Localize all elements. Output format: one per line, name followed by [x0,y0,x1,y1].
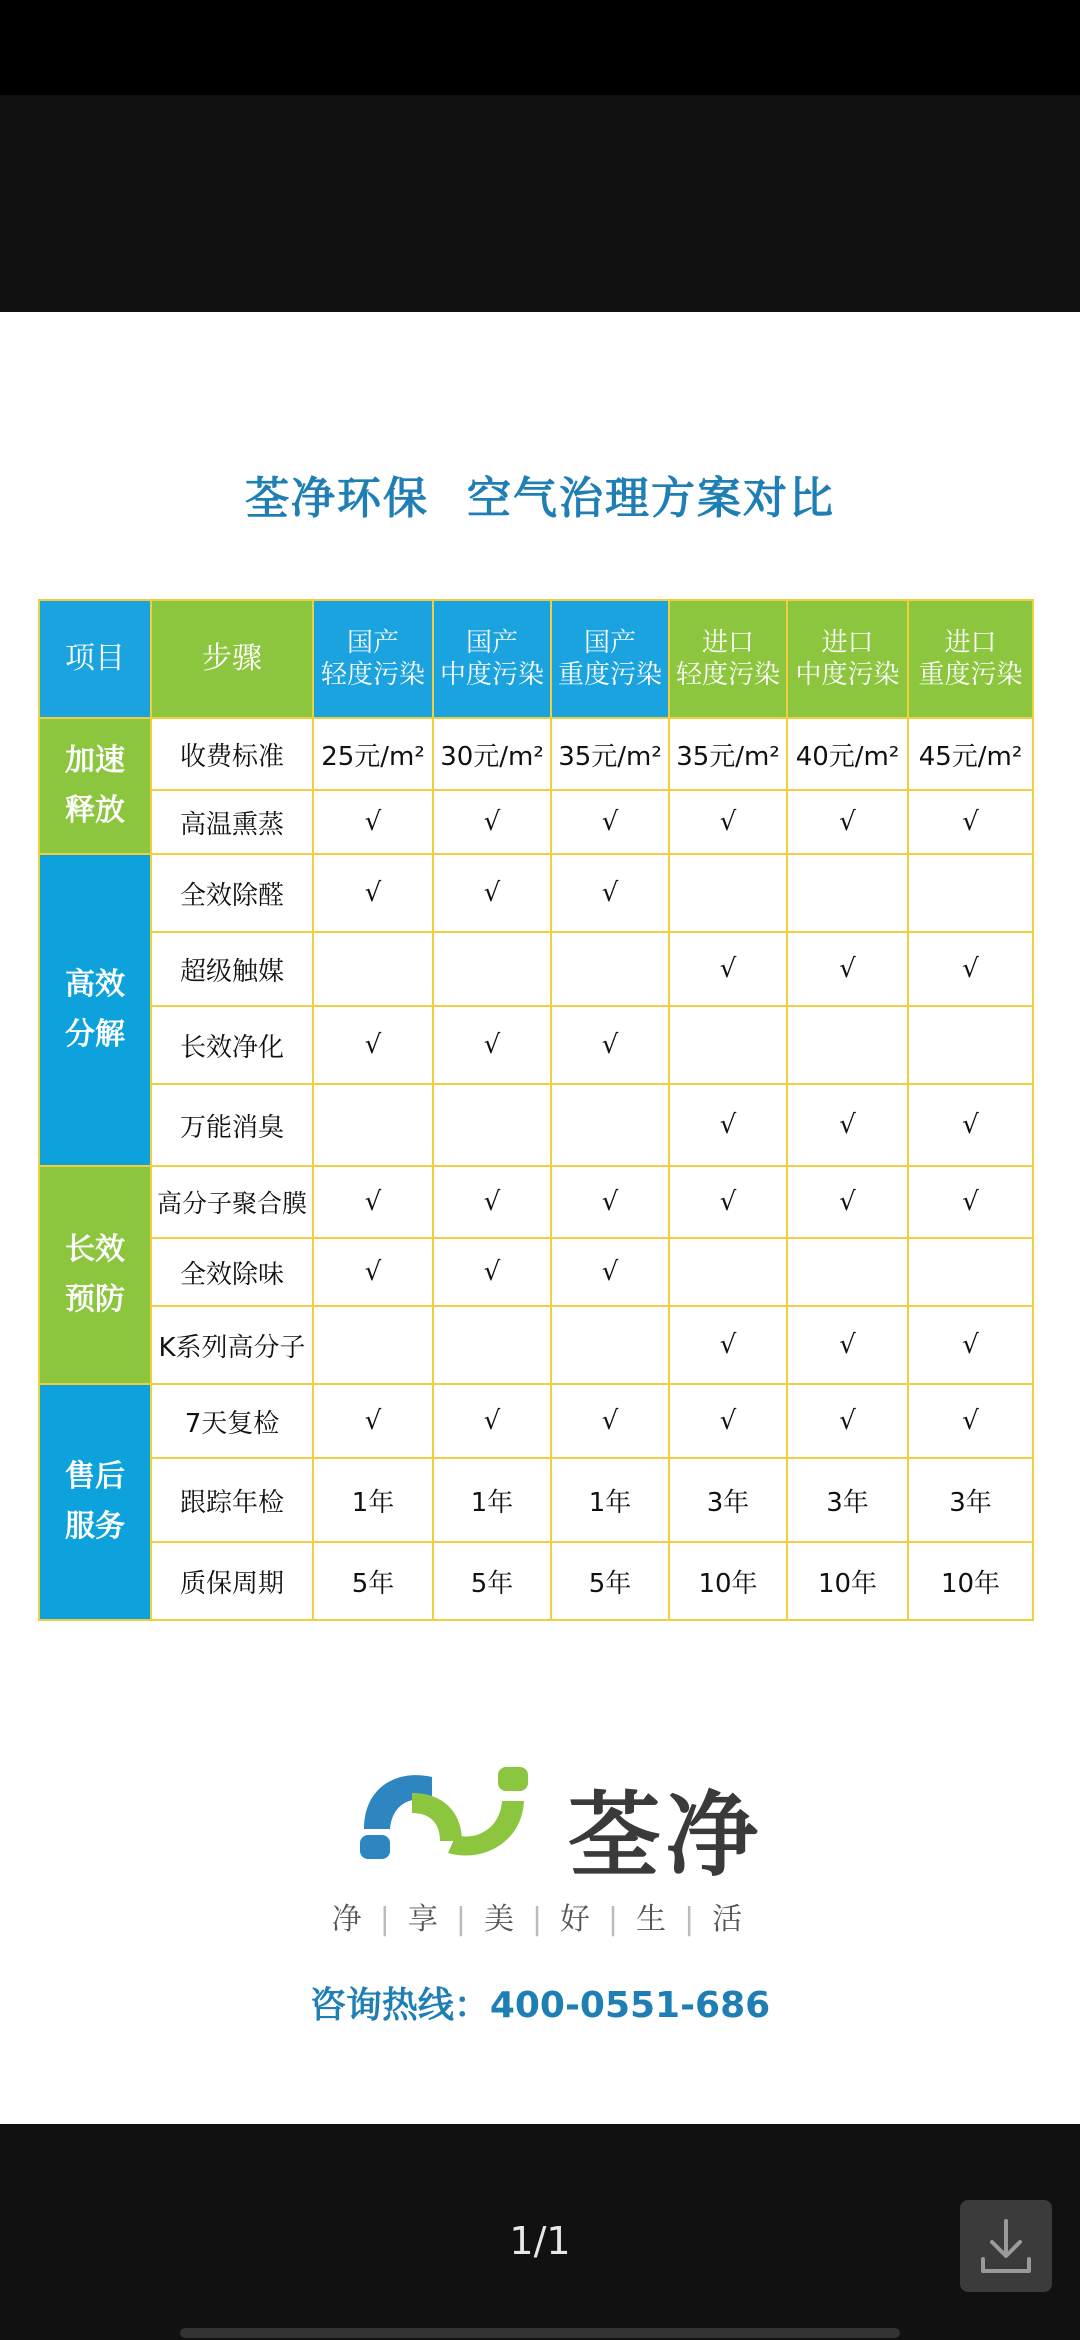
step-label: 万能消臭 [151,1084,313,1166]
check-cell [433,1306,551,1384]
price-cell: 35元/m² [551,718,669,790]
group-long-prevent: 长效 预防 [39,1166,151,1384]
check-cell: √ [551,1006,669,1084]
check-cell: √ [669,1384,787,1458]
step-label: K系列高分子 [151,1306,313,1384]
check-cell [787,1006,908,1084]
brand-name: 荃净 [568,1782,765,1889]
check-cell: √ [551,790,669,854]
step-label: 7天复检 [151,1384,313,1458]
check-cell: √ [787,790,908,854]
check-cell: √ [551,1384,669,1458]
table-row [39,718,1033,790]
check-cell: √ [433,1006,551,1084]
step-label: 全效除醛 [151,854,313,932]
value-cell: 5年 [313,1542,433,1620]
check-cell [313,1306,433,1384]
value-cell: 1年 [313,1458,433,1542]
check-cell: √ [787,1166,908,1238]
value-cell: 5年 [433,1542,551,1620]
viewer-bottom-bar [0,2124,1080,2340]
table-row [39,932,1033,1006]
comparison-table [38,599,1034,1621]
step-label: 高分子聚合膜 [151,1166,313,1238]
header-col-5: 进口 中度污染 [787,600,908,718]
brand-logo [0,1757,1080,1889]
check-cell [551,1306,669,1384]
value-cell: 1年 [433,1458,551,1542]
price-cell: 40元/m² [787,718,908,790]
step-label: 质保周期 [151,1542,313,1620]
hotline: 咨询热线：400-0551-686 [309,1985,771,2026]
check-cell: √ [433,1166,551,1238]
table-row [39,1306,1033,1384]
slogan-char: 净 [331,1902,368,1937]
table-row [39,1542,1033,1620]
slogan: 净 | 享 | 美 | 好 | 生 | 活 [331,1902,749,1937]
check-cell [313,1084,433,1166]
download-button[interactable] [960,2200,1052,2292]
group-accelerate-release: 加速 释放 [39,718,151,854]
slogan-char: 享 [407,1902,444,1937]
price-cell: 35元/m² [669,718,787,790]
check-cell: √ [313,1384,433,1458]
slogan-char: 活 [712,1902,749,1937]
header-col-4: 进口 轻度污染 [669,600,787,718]
value-cell: 3年 [908,1458,1033,1542]
check-cell [551,932,669,1006]
check-cell: √ [787,932,908,1006]
check-cell: √ [908,1166,1033,1238]
check-cell: √ [669,790,787,854]
value-cell: 10年 [787,1542,908,1620]
viewer-background [0,95,1080,312]
check-cell [669,1238,787,1306]
check-cell: √ [908,1384,1033,1458]
check-cell: √ [433,1238,551,1306]
check-cell [908,1006,1033,1084]
value-cell: 10年 [669,1542,787,1620]
check-cell: √ [908,1084,1033,1166]
check-cell [787,854,908,932]
table-row [39,1458,1033,1542]
check-cell [313,932,433,1006]
header-col-3: 国产 重度污染 [551,600,669,718]
home-indicator [180,2328,900,2338]
step-label: 高温熏蒸 [151,790,313,854]
check-cell [908,854,1033,932]
table-row [39,1084,1033,1166]
table-row [39,790,1033,854]
check-cell: √ [551,1166,669,1238]
check-cell: √ [433,790,551,854]
check-cell: √ [669,1084,787,1166]
table-row [39,1166,1033,1238]
page-indicator: 1/1 [509,2219,571,2263]
step-label: 全效除味 [151,1238,313,1306]
check-cell: √ [908,932,1033,1006]
check-cell: √ [669,1166,787,1238]
check-cell [787,1238,908,1306]
value-cell: 3年 [669,1458,787,1542]
table-row [39,1238,1033,1306]
check-cell: √ [313,1166,433,1238]
check-cell [669,1006,787,1084]
step-label: 长效净化 [151,1006,313,1084]
table-header-row [39,600,1033,718]
value-cell: 10年 [908,1542,1033,1620]
check-cell: √ [908,790,1033,854]
check-cell: √ [313,1006,433,1084]
download-icon [975,2215,1037,2277]
slogan-char: 生 [636,1902,673,1937]
slogan-char: 美 [483,1902,520,1937]
check-cell: √ [313,1238,433,1306]
check-cell [433,1084,551,1166]
check-cell: √ [313,790,433,854]
page-title [0,462,1080,526]
check-cell [433,932,551,1006]
table-row [39,854,1033,932]
check-cell: √ [669,932,787,1006]
table-row [39,1006,1033,1084]
title-brand: 荃净环保 [245,473,429,524]
header-col-1: 国产 轻度污染 [313,600,433,718]
check-cell: √ [787,1384,908,1458]
value-cell: 1年 [551,1458,669,1542]
slogan-char: 好 [560,1902,597,1937]
check-cell [908,1238,1033,1306]
check-cell [551,1084,669,1166]
value-cell: 3年 [787,1458,908,1542]
step-label: 收费标准 [151,718,313,790]
value-cell: 5年 [551,1542,669,1620]
step-label: 超级触媒 [151,932,313,1006]
check-cell: √ [551,1238,669,1306]
header-col-6: 进口 重度污染 [908,600,1033,718]
step-label: 跟踪年检 [151,1458,313,1542]
check-cell: √ [787,1306,908,1384]
price-cell: 25元/m² [313,718,433,790]
image-page [0,312,1080,2124]
check-cell [669,854,787,932]
check-cell: √ [433,1384,551,1458]
check-cell: √ [551,854,669,932]
check-cell: √ [433,854,551,932]
title-subject: 空气治理方案对比 [467,473,835,524]
top-bar [0,0,1080,95]
check-cell: √ [908,1306,1033,1384]
header-col-2: 国产 中度污染 [433,600,551,718]
price-cell: 30元/m² [433,718,551,790]
group-efficient-decompose: 高效 分解 [39,854,151,1166]
brand-logo-icon [352,1757,542,1865]
check-cell: √ [313,854,433,932]
check-cell: √ [669,1306,787,1384]
table-row [39,1384,1033,1458]
header-step: 步骤 [151,600,313,718]
header-item: 项目 [39,600,151,718]
group-after-sales: 售后 服务 [39,1384,151,1620]
price-cell: 45元/m² [908,718,1033,790]
check-cell: √ [787,1084,908,1166]
